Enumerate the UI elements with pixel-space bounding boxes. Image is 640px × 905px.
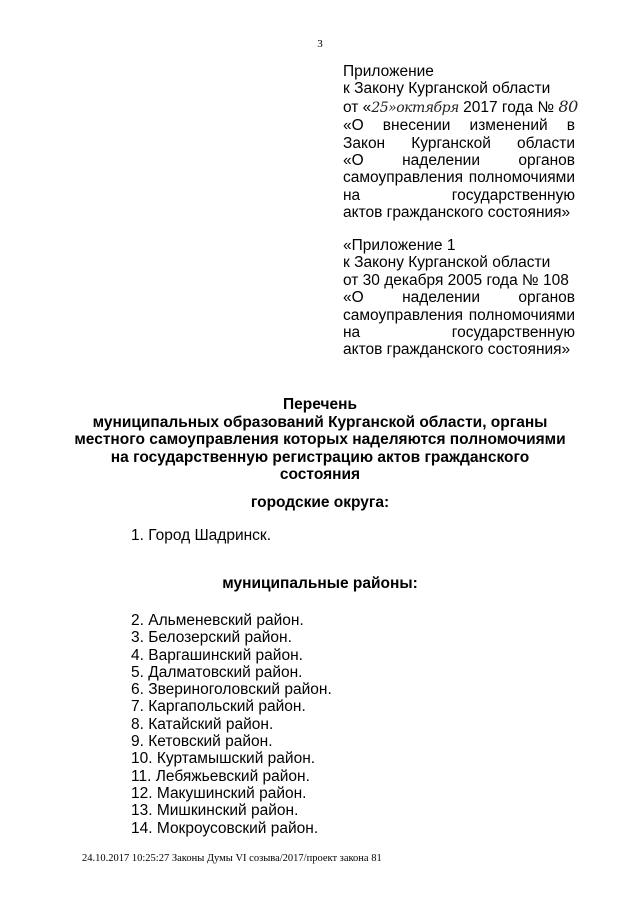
footer-file-path: 24.10.2017 10:25:27 Законы Думы VI созыва/2017/проект закона 81	[82, 853, 382, 864]
title-line: на государственную регистрацию актов гражданского	[110, 448, 530, 466]
title-line: Перечень	[283, 396, 357, 413]
appendix-justified-line	[343, 324, 575, 341]
word: внесении	[382, 117, 451, 135]
list-item: 4. Варгашинский район.	[131, 646, 303, 664]
list-item: 14. Мокроусовский район.	[131, 819, 319, 837]
city-districts-list	[131, 527, 271, 544]
word: органов	[518, 152, 575, 169]
word: «О	[343, 289, 364, 307]
title-line: местного самоуправления которых наделяются полномочиями	[74, 431, 566, 448]
list-item: 2. Альменевский район.	[131, 612, 304, 629]
word: «О	[343, 152, 364, 169]
word: государственную	[451, 324, 575, 341]
document-title	[60, 396, 580, 484]
appendix-line: от 30 декабря 2005 года № 108	[343, 271, 569, 289]
handwritten-law-number: 80	[558, 96, 578, 116]
page-number: 3	[317, 38, 323, 50]
word: полномочиями	[468, 169, 575, 187]
appendix-justified-line	[343, 187, 575, 204]
handwritten-date: 25»октября	[371, 99, 459, 116]
municipal-districts-heading: муниципальные районы:	[222, 575, 418, 592]
word: «О	[343, 117, 364, 135]
title-line: муниципальных образований Курганской области, органы	[92, 413, 548, 431]
word: самоуправления	[343, 169, 464, 187]
title-line: состояния	[279, 466, 361, 483]
appendix-line: «Приложение 1	[343, 237, 456, 254]
appendix-justified-line	[343, 169, 575, 186]
word: Курганской	[411, 134, 491, 152]
list-item: 12. Макушинский район.	[131, 784, 307, 802]
word: наделении	[402, 289, 480, 307]
word: на	[343, 324, 361, 341]
appendix-line: актов гражданского состояния»	[343, 204, 571, 222]
word: изменений	[469, 117, 548, 135]
appendix-line: к Закону Курганской области	[343, 80, 551, 98]
list-item: 3. Белозерский район.	[131, 629, 292, 647]
list-item: 13. Мишкинский район.	[131, 802, 299, 820]
appendix-justified-line	[343, 117, 575, 134]
word: государственную	[451, 186, 575, 204]
appendix-line: к Закону Курганской области	[343, 254, 551, 272]
appendix-1-reference	[343, 237, 575, 359]
appendix-date-line	[343, 96, 578, 117]
list-item: 6. Звериноголовский район.	[131, 681, 332, 699]
appendix-line: актов гражданского состояния»	[343, 341, 571, 359]
list-item: 7. Каргапольский район.	[131, 698, 306, 716]
word: полномочиями	[468, 306, 575, 324]
word: наделении	[402, 152, 480, 169]
word: органов	[518, 289, 575, 307]
list-item: 5. Далматовский район.	[131, 663, 303, 681]
appendix-justified-line	[343, 152, 575, 169]
list-item: 10. Куртамышский район.	[131, 750, 316, 768]
list-item: 9. Кетовский район.	[131, 733, 273, 751]
appendix-justified-line	[343, 307, 575, 324]
appendix-justified-line	[343, 289, 575, 306]
appendix-line: Приложение	[343, 63, 434, 80]
list-item: 8. Катайский район.	[131, 715, 274, 733]
city-districts-heading: городские округа:	[250, 494, 390, 511]
word: в	[566, 117, 575, 135]
word: Закон	[343, 134, 386, 152]
word: самоуправления	[343, 306, 464, 324]
appendix-header	[343, 63, 578, 222]
date-prefix: от «	[343, 98, 372, 116]
list-item: 11. Лебяжьевский район.	[131, 767, 310, 785]
list-item: 1. Город Шадринск.	[131, 527, 272, 544]
word: области	[517, 134, 575, 152]
municipal-districts-list	[131, 612, 332, 837]
date-middle: 2017 года №	[458, 98, 559, 116]
word: на	[343, 186, 361, 204]
appendix-justified-line	[343, 135, 575, 152]
